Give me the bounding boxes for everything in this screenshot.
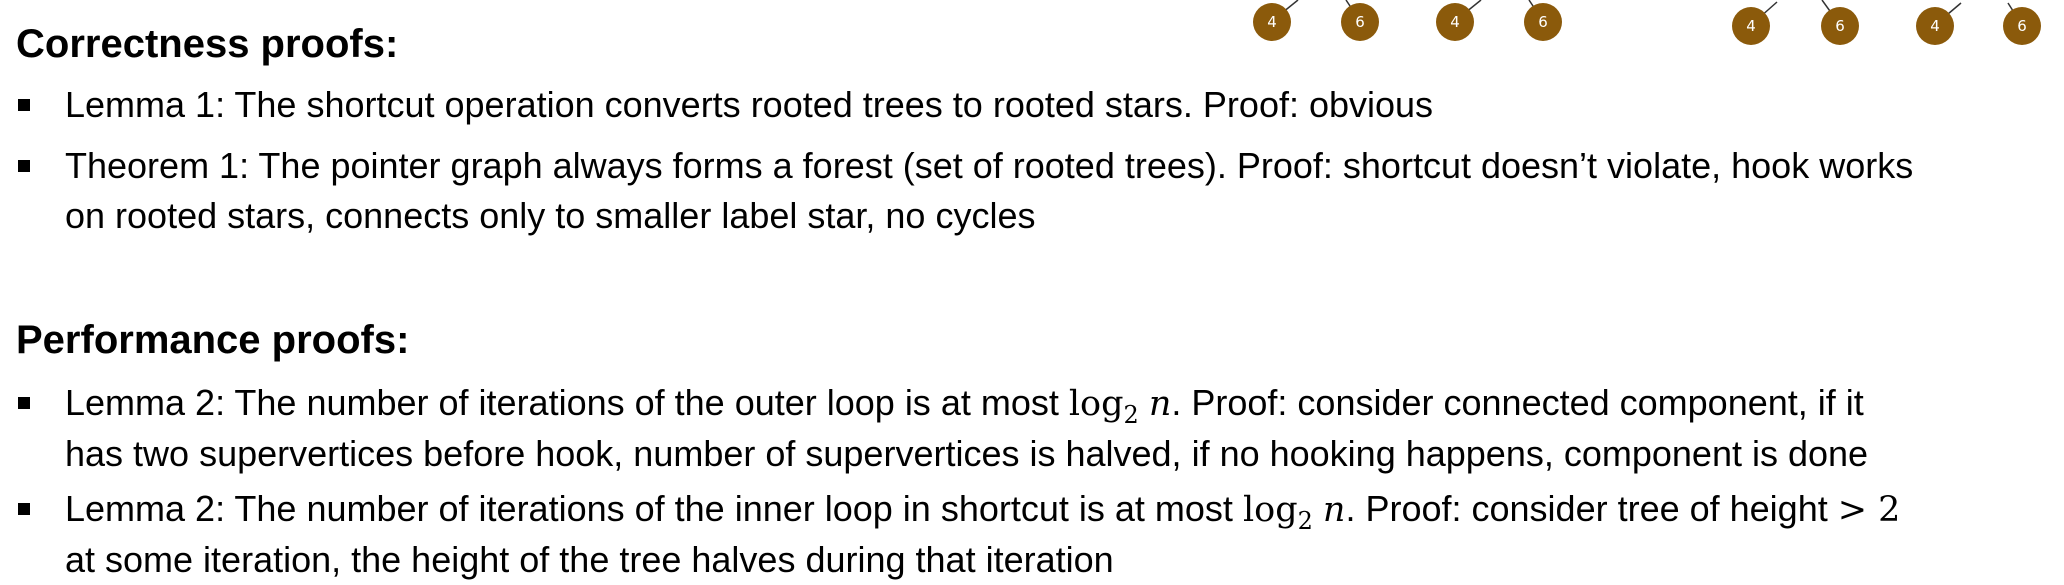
tree-node-label: 6 xyxy=(1538,13,1548,31)
math-subscript: 2 xyxy=(1123,401,1139,429)
bullet-square-icon xyxy=(16,378,65,479)
bullet-line: Theorem 1: The pointer graph always forms a forest (set of rooted trees). Proof: shortcut doesn’t violate, hook works xyxy=(65,145,1914,186)
math-subscript: 2 xyxy=(1297,507,1313,535)
list-item-theorem-1 xyxy=(16,141,2056,241)
list-item-lemma-2-outer xyxy=(16,378,2056,479)
list-item-lemma-2-inner xyxy=(16,484,2056,585)
bullet-line: on rooted stars, connects only to smaller label star, no cycles xyxy=(65,195,1036,236)
math-function: log xyxy=(1068,384,1124,424)
text-run: . Proof: consider connected component, if it xyxy=(1171,382,1864,423)
math-log xyxy=(1242,490,1313,535)
math-variable: n xyxy=(1322,490,1346,530)
bullet-text xyxy=(65,484,1900,585)
text-run: . Proof: consider tree of height xyxy=(1345,488,1838,529)
math-function: log xyxy=(1242,490,1298,530)
bullet-square-icon xyxy=(16,141,65,241)
bullet-square-icon xyxy=(16,484,65,585)
list-item-lemma-1 xyxy=(16,80,2056,130)
bullet-square-icon xyxy=(16,80,65,130)
tree-node-label: 6 xyxy=(1355,13,1365,31)
performance-proofs-heading: Performance proofs: xyxy=(16,318,410,362)
bullet-text xyxy=(65,80,1433,130)
math-inequality: > 2 xyxy=(1837,490,1901,530)
math-log xyxy=(1068,384,1139,429)
bullet-text xyxy=(65,141,1913,241)
bullet-line: has two supervertices before hook, number of supervertices is halved, if no hooking happens, component is done xyxy=(65,433,1869,474)
tree-node-label: 6 xyxy=(1835,17,1845,35)
bullet-line: at some iteration, the height of the tree halves during that iteration xyxy=(65,539,1114,580)
tree-node-label: 4 xyxy=(1267,13,1277,31)
bullet-line: Lemma 1: The shortcut operation converts rooted trees to rooted stars. Proof: obvious xyxy=(65,84,1434,125)
bullet-text xyxy=(65,378,1868,479)
text-run: Lemma 2: The number of iterations of the inner loop in shortcut is at most xyxy=(65,488,1243,529)
bullet-line xyxy=(65,378,1868,429)
correctness-proofs-heading: Correctness proofs: xyxy=(16,22,399,66)
text-run: Lemma 2: The number of iterations of the outer loop is at most xyxy=(65,382,1069,423)
tree-node-label: 4 xyxy=(1746,17,1756,35)
math-variable: n xyxy=(1148,384,1172,424)
bullet-line xyxy=(65,484,1900,535)
tree-node-label: 4 xyxy=(1450,13,1460,31)
tree-node-label: 4 xyxy=(1930,17,1940,35)
tree-node-label: 6 xyxy=(2017,17,2027,35)
